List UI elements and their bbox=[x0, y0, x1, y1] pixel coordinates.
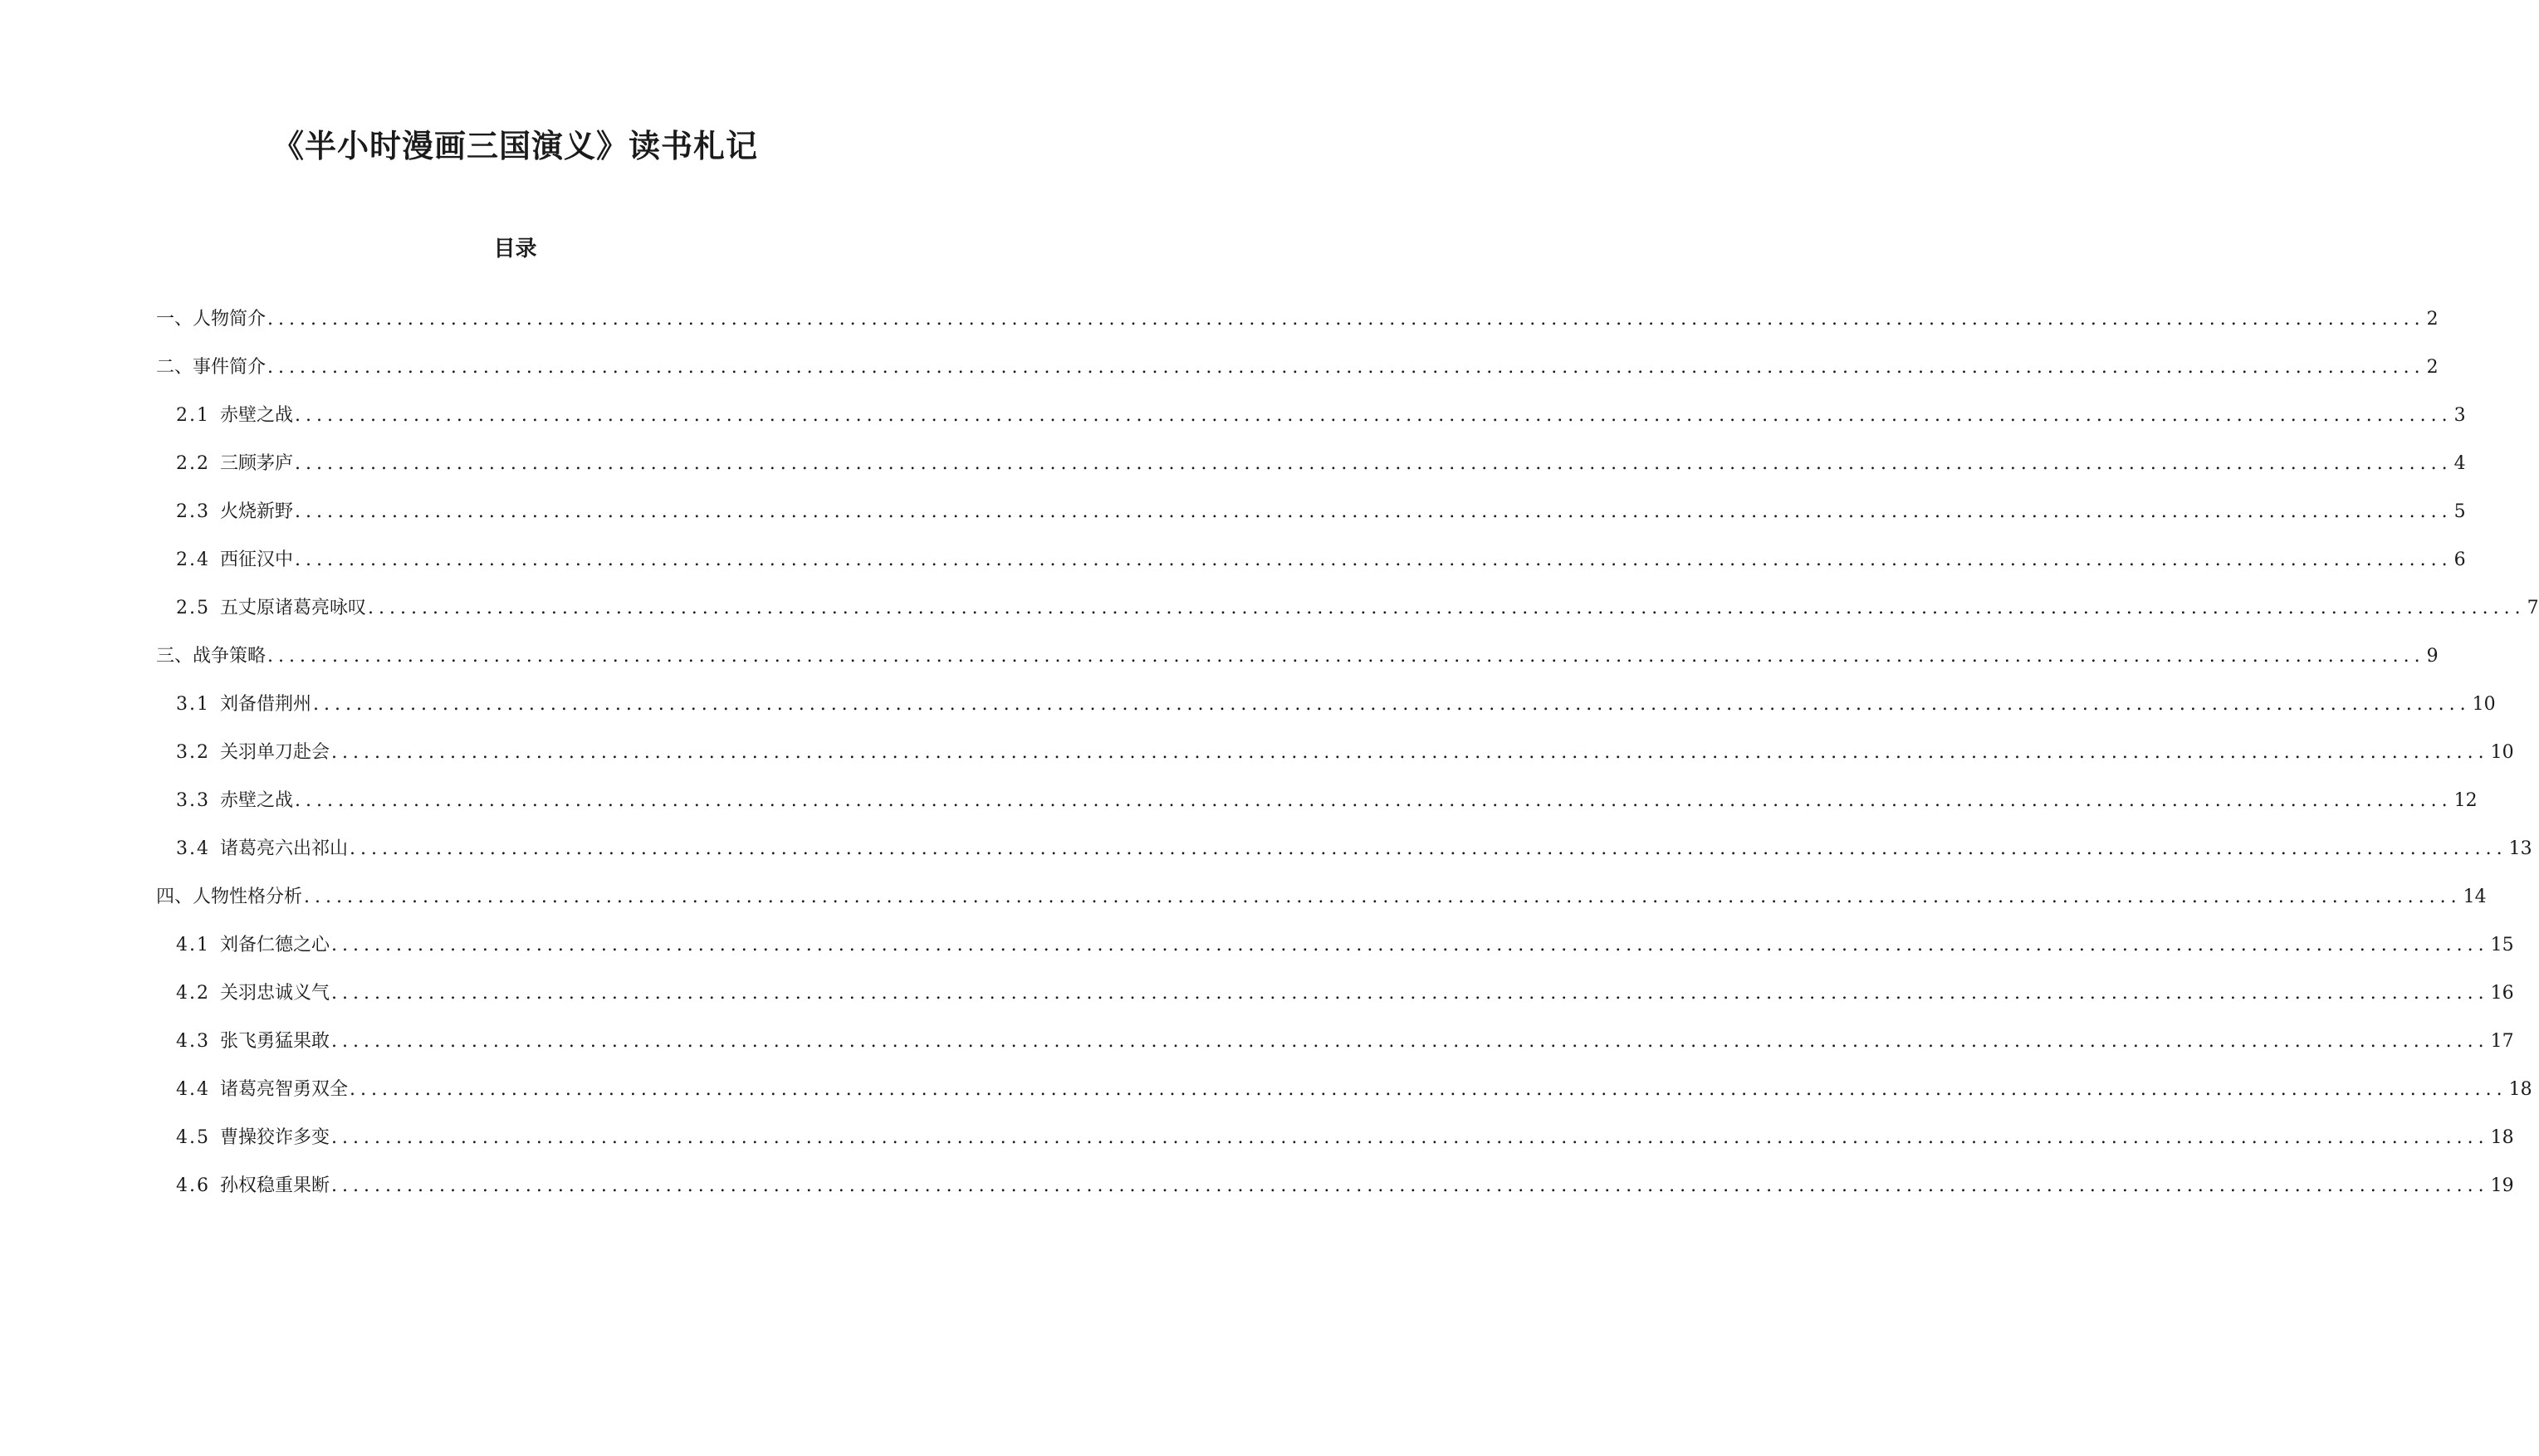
toc-dot-leader: ........................................................................................................................................................................................................ bbox=[295, 453, 2453, 474]
toc-entry-page-number: 3 bbox=[2453, 405, 2466, 426]
toc-entry-page-number: 6 bbox=[2453, 550, 2466, 570]
toc-entry[interactable] bbox=[176, 497, 2466, 527]
toc-entry-page-number: 18 bbox=[2490, 1127, 2514, 1148]
toc-entry-title: 张飞勇猛果敢 bbox=[220, 1031, 330, 1052]
toc-entry[interactable] bbox=[176, 449, 2466, 479]
toc-entry-page-number: 12 bbox=[2453, 790, 2478, 811]
toc-entry-number: 3.2 bbox=[176, 742, 210, 763]
toc-entry-page-number: 2 bbox=[2426, 309, 2439, 330]
toc-entry-number: 3.1 bbox=[176, 694, 210, 715]
toc-entry-number: 4.4 bbox=[176, 1079, 210, 1100]
toc-dot-leader: ........................................................................................................................................................................................................ bbox=[267, 357, 2425, 378]
toc-entry-page-number: 2 bbox=[2426, 357, 2439, 378]
toc-dot-leader: ........................................................................................................................................................................................................ bbox=[331, 983, 2489, 1004]
toc-entry[interactable] bbox=[176, 1171, 2514, 1201]
toc-dot-leader: ........................................................................................................................................................................................................ bbox=[304, 887, 2462, 907]
toc-dot-leader: ........................................................................................................................................................................................................ bbox=[350, 838, 2507, 859]
toc-entry-title: 刘备仁德之心 bbox=[220, 935, 330, 955]
toc-entry[interactable] bbox=[176, 594, 2539, 623]
toc-entry-number: 4.3 bbox=[176, 1031, 210, 1052]
document-title: 《半小时漫画三国演义》读书札记 bbox=[272, 128, 758, 164]
toc-entry-title: 诸葛亮六出祁山 bbox=[220, 838, 349, 859]
toc-entry-title: 赤壁之战 bbox=[220, 405, 294, 426]
toc-dot-leader: ........................................................................................................................................................................................................ bbox=[267, 309, 2425, 330]
toc-entry-title: 曹操狡诈多变 bbox=[220, 1127, 330, 1148]
toc-dot-leader: ........................................................................................................................................................................................................ bbox=[331, 1175, 2489, 1196]
toc-dot-leader: ........................................................................................................................................................................................................ bbox=[295, 790, 2453, 811]
toc-entry-title: 四、人物性格分析 bbox=[156, 887, 303, 907]
toc-entry[interactable] bbox=[176, 834, 2532, 864]
toc-entry-title: 赤壁之战 bbox=[220, 790, 294, 811]
toc-dot-leader: ........................................................................................................................................................................................................ bbox=[331, 742, 2489, 763]
toc-dot-leader: ........................................................................................................................................................................................................ bbox=[295, 550, 2453, 570]
toc-entry-page-number: 9 bbox=[2426, 646, 2439, 667]
toc-entry-page-number: 10 bbox=[2490, 742, 2514, 763]
toc-dot-leader: ........................................................................................................................................................................................................ bbox=[331, 1127, 2489, 1148]
toc-entry-number: 4.1 bbox=[176, 935, 210, 955]
toc-entry[interactable] bbox=[176, 979, 2514, 1009]
toc-entry-title: 刘备借荆州 bbox=[220, 694, 312, 715]
toc-entry[interactable] bbox=[156, 305, 2439, 335]
toc-entry-number: 3.4 bbox=[176, 838, 210, 859]
toc-entry[interactable] bbox=[156, 353, 2439, 383]
toc-entry-title: 二、事件简介 bbox=[156, 357, 267, 378]
toc-entry-title: 关羽忠诚义气 bbox=[220, 983, 330, 1004]
toc-entry-page-number: 5 bbox=[2453, 501, 2466, 522]
toc-dot-leader: ........................................................................................................................................................................................................ bbox=[267, 646, 2425, 667]
toc-entry[interactable] bbox=[176, 401, 2466, 431]
toc-entry-title: 孙权稳重果断 bbox=[220, 1175, 330, 1196]
toc-entry-page-number: 16 bbox=[2490, 983, 2514, 1004]
toc-entry[interactable] bbox=[176, 931, 2514, 960]
toc-entry[interactable] bbox=[156, 882, 2487, 912]
toc-entry[interactable] bbox=[176, 690, 2496, 720]
toc-entry-number: 3.3 bbox=[176, 790, 210, 811]
toc-entry-number: 2.4 bbox=[176, 550, 210, 570]
toc-entry-title: 三、战争策略 bbox=[156, 646, 267, 667]
toc-entry[interactable] bbox=[156, 642, 2439, 672]
toc-entry-page-number: 14 bbox=[2463, 887, 2487, 907]
toc-entry[interactable] bbox=[176, 545, 2466, 575]
toc-entry-page-number: 4 bbox=[2453, 453, 2466, 474]
toc-entry[interactable] bbox=[176, 1027, 2514, 1057]
toc-entry[interactable] bbox=[176, 1123, 2514, 1153]
toc-entry-page-number: 17 bbox=[2490, 1031, 2514, 1052]
toc-entry[interactable] bbox=[176, 1075, 2532, 1105]
toc-entry-title: 三顾茅庐 bbox=[220, 453, 294, 474]
toc-entry-number: 4.6 bbox=[176, 1175, 210, 1196]
toc-entry-title: 五丈原诸葛亮咏叹 bbox=[220, 598, 367, 618]
toc-dot-leader: ........................................................................................................................................................................................................ bbox=[350, 1079, 2507, 1100]
toc-entry-number: 2.1 bbox=[176, 405, 210, 426]
toc-entry-page-number: 15 bbox=[2490, 935, 2514, 955]
toc-entry-number: 2.2 bbox=[176, 453, 210, 474]
toc-entry-page-number: 13 bbox=[2508, 838, 2532, 859]
toc-entry-number: 4.5 bbox=[176, 1127, 210, 1148]
toc-dot-leader: ........................................................................................................................................................................................................ bbox=[331, 935, 2489, 955]
toc-entry[interactable] bbox=[176, 786, 2478, 816]
toc-dot-leader: ........................................................................................................................................................................................................ bbox=[331, 1031, 2489, 1052]
toc-dot-leader: ........................................................................................................................................................................................................ bbox=[295, 501, 2453, 522]
toc-entry[interactable] bbox=[176, 738, 2514, 768]
toc-entry-page-number: 18 bbox=[2508, 1079, 2532, 1100]
toc-entry-number: 4.2 bbox=[176, 983, 210, 1004]
toc-entry-title: 西征汉中 bbox=[220, 550, 294, 570]
toc-entry-page-number: 10 bbox=[2472, 694, 2496, 715]
toc-entry-number: 2.5 bbox=[176, 598, 210, 618]
toc-entry-title: 一、人物简介 bbox=[156, 309, 267, 330]
toc-entry-page-number: 19 bbox=[2490, 1175, 2514, 1196]
toc-entry-title: 诸葛亮智勇双全 bbox=[220, 1079, 349, 1100]
toc-dot-leader: ........................................................................................................................................................................................................ bbox=[313, 694, 2471, 715]
toc-entry-number: 2.3 bbox=[176, 501, 210, 522]
toc-dot-leader: ........................................................................................................................................................................................................ bbox=[295, 405, 2453, 426]
toc-entry-title: 关羽单刀赴会 bbox=[220, 742, 330, 763]
toc-dot-leader: ........................................................................................................................................................................................................ bbox=[368, 598, 2526, 618]
toc-entry-page-number: 7 bbox=[2527, 598, 2539, 618]
toc-entry-title: 火烧新野 bbox=[220, 501, 294, 522]
toc-heading: 目录 bbox=[493, 237, 537, 261]
